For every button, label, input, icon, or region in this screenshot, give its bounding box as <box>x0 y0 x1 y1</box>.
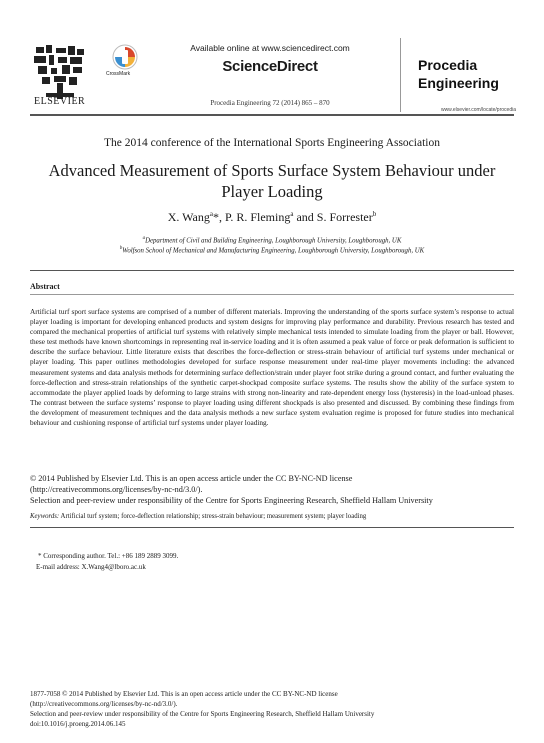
footer-issn-line: 1877-7058 © 2014 Published by Elsevier Ltd. This is an open access article under the CC BY-NC-ND license <box>30 690 338 698</box>
author-name: S. Forrester <box>316 210 373 224</box>
author-separator: and <box>293 210 317 224</box>
abstract-heading-rule <box>30 294 514 295</box>
crossmark-icon[interactable] <box>112 44 138 70</box>
author-affiliation-mark: a <box>290 210 294 218</box>
affiliation-text: Wolfson School of Mechanical and Manufacturing Engineering, Loughborough University, Loughborough, UK <box>122 247 425 255</box>
header-rule <box>30 114 514 116</box>
footer-license-link[interactable] <box>30 700 514 710</box>
abstract-heading: Abstract <box>30 282 60 291</box>
author-affiliation-mark: a <box>209 210 213 218</box>
corresponding-mark: *, <box>212 210 225 224</box>
author-name: X. Wang <box>167 210 210 224</box>
corresponding-author: * Corresponding author. Tel.: +86 189 2889 3099. <box>38 552 179 560</box>
affiliation-mark: a <box>142 236 146 241</box>
affiliation-mark: b <box>119 246 123 251</box>
keywords-rule <box>30 527 514 528</box>
journal-url[interactable]: www.elsevier.com/locate/procedia <box>440 107 516 113</box>
affiliation <box>30 236 514 244</box>
conference-name: The 2014 conference of the International Sports Engineering Association <box>104 137 440 149</box>
journal-name-line1: Procedia <box>418 57 478 73</box>
paper-title-line2: Player Loading <box>221 182 323 201</box>
license-line: © 2014 Published by Elsevier Ltd. This is an open access article under the CC BY-NC-ND license <box>30 474 353 483</box>
affiliation-text: Department of Civil and Building Engineering, Loughborough University, Loughborough, UK <box>145 237 402 245</box>
keywords <box>30 513 514 520</box>
abstract-body: Artificial turf sport surface systems are comprised of a number of different materials. Improving the understanding of the sports surface system’s response to actual player loading is important for developing enhanced products and system designs for improving play performance and durability. Previous research has tested and compared the mechanical properties of artificial turf systems with relatively simple mechanical tests intended to simulate loading from the player or ball. However, these test methods have known shortcomings in representing real in-service loading and it is often assumed a peak value of force or peak deformation is sufficient to describe the surface behaviour. Little literature exists that describes the force-deflection or stress-strain behaviour of artificial turf systems under mechanical or player loading. This paper outlines methodologies developed for surface response measurement under real-time player movements including: the advanced measurement systems and data analysis methods for determining surface deflection/strain under player foot strike during a ground contact, and further evaluating the force-deflection and stress-strain relationships of the synthetic carpet-shockpad composite surface systems. The results show the ability of the surface system to accommodate the player applied loads by deforming to large strains with strong non-linearity and rate-dependent energy loss (hysteresis) in the load-unload phases. The contrast between the surface systems’ response to player loading using different shockpads is also presented and discussed. By combining these findings from the development of measurement techniques and the data analysis methods a new surface system evaluation regime is proposed for future studies into mechanical behaviour and cushioning response of artificial turf systems under player loading. <box>30 307 514 428</box>
sciencedirect-brand[interactable]: ScienceDirect <box>222 58 318 75</box>
affiliation <box>30 246 514 254</box>
license-link[interactable] <box>30 485 514 496</box>
corresponding-email[interactable]: E-mail address: X.Wang4@lboro.ac.uk <box>36 563 146 571</box>
journal-name-line2: Engineering <box>418 75 499 91</box>
peer-review-line: Selection and peer-review under responsibility of the Centre for Sports Engineering Research, Sheffield Hallam University <box>30 496 433 505</box>
availability-line: Available online at www.sciencedirect.com <box>190 43 350 53</box>
journal-citation: Procedia Engineering 72 (2014) 865 – 870 <box>210 99 330 107</box>
elsevier-wordmark: ELSEVIER <box>34 96 86 107</box>
footer-peer-review: Selection and peer-review under responsibility of the Centre for Sports Engineering Research, Sheffield Hallam University <box>30 710 375 718</box>
footer-license-url[interactable]: (http://creativecommons.org/licenses/by-nc-nd/3.0/). <box>30 700 178 708</box>
keywords-text: Artificial turf system; force-deflection relationship; stress-strain behaviour; measurement system; player loading <box>60 513 367 520</box>
abstract-top-rule <box>30 270 514 271</box>
journal-name <box>418 56 499 92</box>
keywords-label: Keywords: <box>30 513 60 520</box>
author-affiliation-mark: b <box>372 210 377 218</box>
crossmark-label: CrossMark <box>106 71 131 77</box>
paper-title <box>30 160 514 202</box>
author-name: P. R. Fleming <box>224 210 291 224</box>
paper-title-line1: Advanced Measurement of Sports Surface System Behaviour under <box>48 161 496 180</box>
license-url-link[interactable]: (http://creativecommons.org/licenses/by-nc-nd/3.0/). <box>30 485 203 494</box>
footer-doi[interactable]: doi:10.1016/j.proeng.2014.06.145 <box>30 720 126 728</box>
author-list <box>30 210 514 225</box>
